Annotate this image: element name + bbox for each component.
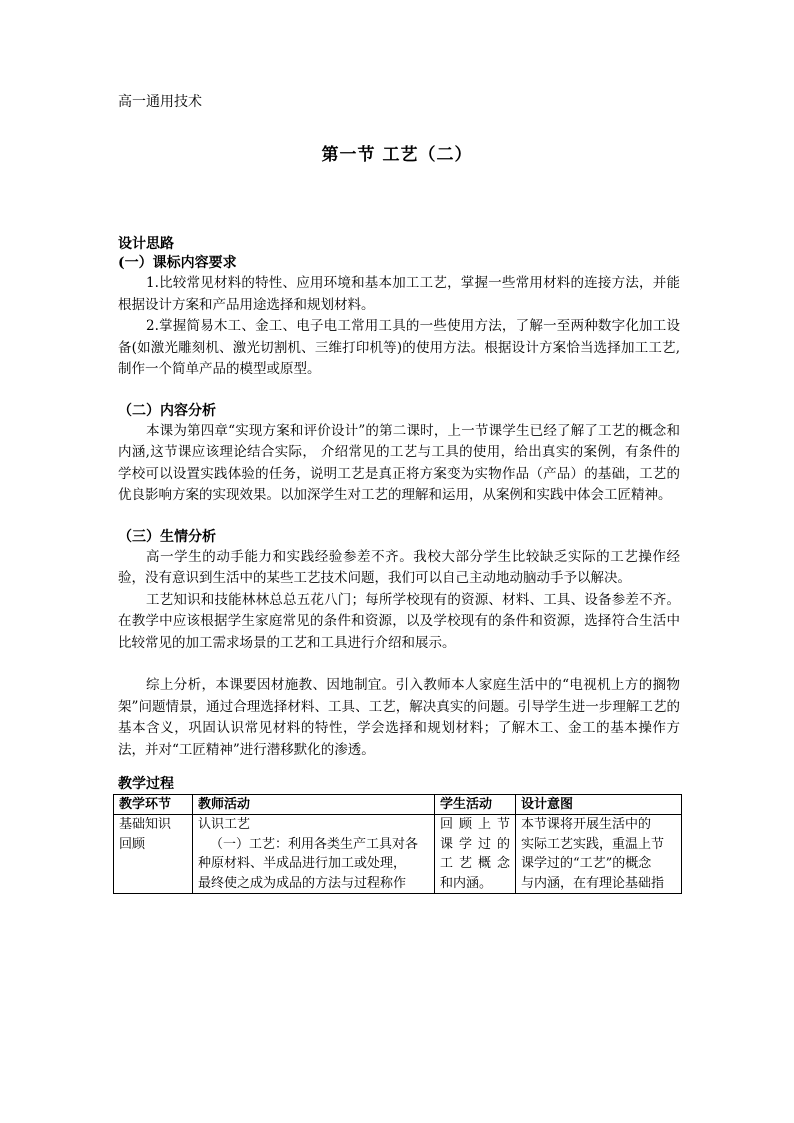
course-name: 高一通用技术 (118, 94, 202, 110)
column-header-intent: 设计意图 (516, 795, 682, 815)
column-header-student: 学生活动 (435, 795, 516, 815)
teaching-process-table (113, 794, 682, 894)
design-heading: 设计思路 (118, 236, 174, 252)
section-heading-content-analysis: （二）内容分析 (118, 402, 216, 419)
cell-line: （一）工艺：利用各类生产工具对各 (210, 836, 419, 852)
cell-line: 和内涵。 (440, 875, 493, 891)
cell-line: 最终使之成为成品的方法与过程称作 (198, 875, 407, 891)
table-row (114, 815, 682, 894)
cell-teacher (193, 815, 435, 894)
cell-line: 本节课将开展生活中的 (521, 817, 652, 832)
section-heading-student-analysis: （三）生情分析 (118, 528, 216, 545)
cell-stage (114, 815, 193, 894)
paragraph-content-analysis: 本课为第四章“实现方案和评价设计”的第二课时，上一节课学生已经了解了工艺的概念和内涵,这节课应该理论结合实际， 介绍常见的工艺与工具的使用，给出真实的案例，有条件的学校可以设置实践体验的任务，说明工艺是真正将方案变为实物作品（产品）的基础，工艺的优良影响方案的实现效果。以加深学生对工艺的理解和运用，从案例和实践中体会工匠精神。 (118, 422, 680, 503)
section-heading-standards: (一）课标内容要求 (118, 255, 237, 271)
column-header-teacher: 教师活动 (193, 795, 435, 815)
column-header-stage: 教学环节 (114, 795, 193, 815)
paragraph-standards-1: 1.比较常见材料的特性、应用环境和基本加工工艺，掌握一些常用材料的连接方法，并能根据设计方案和产品用途选择和规划材料。 (118, 275, 680, 313)
cell-line: 回顾上节 (440, 817, 510, 832)
cell-line: 基础知识 (119, 817, 172, 832)
table-header-row (114, 795, 682, 815)
cell-line: 工艺概念 (440, 856, 510, 871)
document-body (118, 235, 680, 894)
process-heading: 教学过程 (118, 776, 174, 792)
paragraph-standards-2: 2.掌握简易木工、金工、电子电工常用工具的一些使用方法，了解一至两种数字化加工设备(如激光雕刻机、激光切割机、三维打印机等)的使用方法。根据设计方案恰当选择加工工艺,制作一个简单产品的模型或原型。 (118, 318, 680, 377)
cell-line: 与内涵，在有理论基础指 (521, 875, 665, 891)
paragraph-student-analysis-1: 高一学生的动手能力和实践经验参差不齐。我校大部分学生比较缺乏实际的工艺操作经验，没有意识到生活中的某些工艺技术问题，我们可以自己主动地动脑动手予以解决。 (118, 548, 680, 586)
cell-line: 回顾 (119, 836, 146, 852)
cell-intent (516, 815, 682, 894)
paragraph-summary: 综上分析，本课要因材施教、因地制宜。引入教师本人家庭生活中的“电视机上方的搁物架”问题情景，通过合理选择材料、工具、工艺，解决真实的问题。引导学生进一步理解工艺的基本含义，巩固认识常见材料的特性，学会选择和规划材料；了解木工、金工的基本操作方法，并对“工匠精神”进行潜移默化的渗透。 (118, 677, 680, 758)
cell-line: 实际工艺实践，重温上节 (521, 836, 665, 852)
lesson-title: 第一节 工艺（二） (321, 145, 473, 165)
paragraph-student-analysis-2: 工艺知识和技能林林总总五花八门；每所学校现有的资源、材料、工具、设备参差不齐。在教学中应该根据学生家庭常见的条件和资源，以及学校现有的条件和资源，选择符合生活中比较常见的加工需求场景的工艺和工具进行介绍和展示。 (118, 591, 680, 651)
cell-line: 种原材料、半成品进行加工或处理， (198, 856, 407, 871)
cell-line: 课学过的“工艺”的概念 (521, 856, 652, 871)
cell-line: 课学过的 (440, 836, 510, 852)
cell-line: 认识工艺 (198, 817, 251, 832)
cell-student (435, 815, 516, 894)
